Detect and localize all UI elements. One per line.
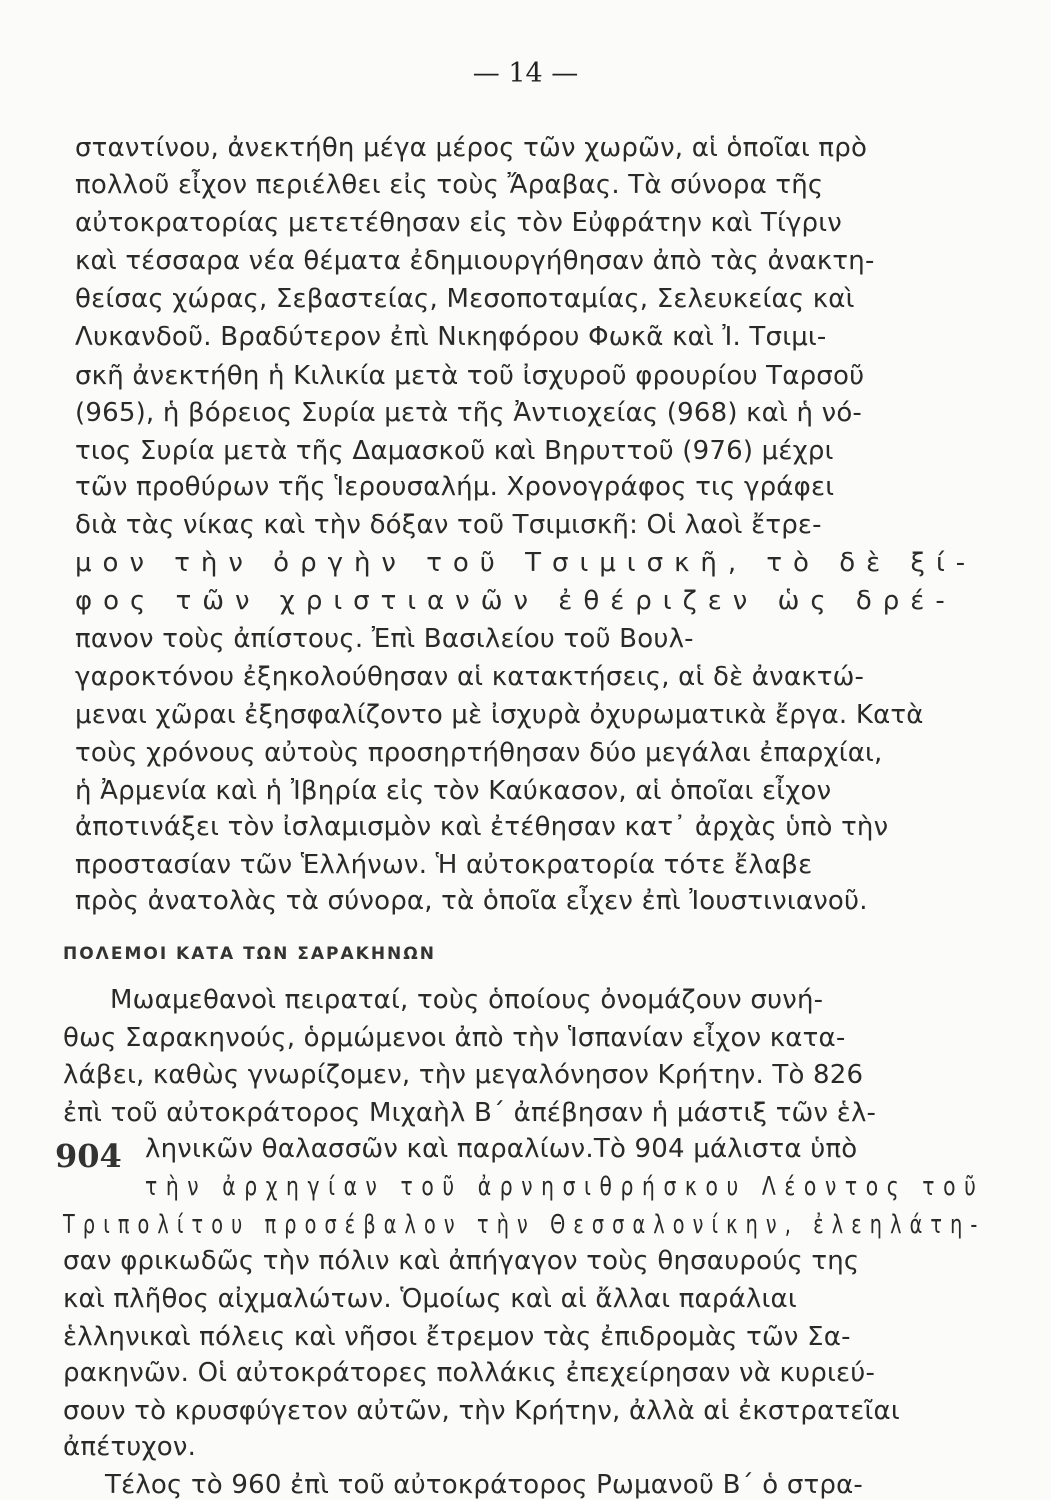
text-line: τῶν προθύρων τῆς Ἱερουσαλήμ. Χρονογράφος τις γράφει: [75, 472, 835, 502]
margin-note: 904: [55, 1137, 122, 1175]
text-line: ρακηνῶν. Οἱ αὐτοκράτορες πολλάκις ἐπεχείρησαν νὰ κυριεύ-: [63, 1358, 876, 1388]
text-line: Τριπολίτου προσέβαλον τὴν Θεσσαλονίκην, ἐλεηλάτη-: [63, 1210, 986, 1240]
text-line: διὰ τὰς νίκας καὶ τὴν δόξαν τοῦ Τσιμισκῆ: Οἱ λαοὶ ἔτρε-: [75, 510, 822, 540]
text-line: τιος Συρία μετὰ τῆς Δαμασκοῦ καὶ Βηρυττοῦ (976) μέχρι: [75, 436, 834, 466]
text-line: Τέλος τὸ 960 ἐπὶ τοῦ αὐτοκράτορος Ρωμανοῦ Β´ ὁ στρα-: [105, 1470, 864, 1500]
text-line: Μωαμεθανοὶ πειραταί, τοὺς ὁποίους ὀνομάζουν συνή-: [110, 985, 824, 1015]
text-line: ἀποτινάξει τὸν ἰσλαμισμὸν καὶ ἐτέθησαν κατ᾽ ἀρχὰς ὑπὸ τὴν: [75, 812, 889, 842]
text-line: λάβει, καθὼς γνωρίζομεν, τὴν μεγαλόνησον Κρήτην. Τὸ 826: [63, 1060, 864, 1090]
text-line: Λυκανδοῦ. Βραδύτερον ἐπὶ Νικηφόρου Φωκᾶ καὶ Ἰ. Τσιμι-: [75, 322, 827, 352]
text-line: αὐτοκρατορίας μετετέθησαν εἰς τὸν Εὐφράτην καὶ Τίγριν: [75, 208, 842, 238]
text-line: πανον τοὺς ἀπίστους. Ἐπὶ Βασιλείου τοῦ Βουλ-: [75, 624, 694, 654]
text-line: τοὺς χρόνους αὐτοὺς προσηρτήθησαν δύο μεγάλαι ἐπαρχίαι,: [75, 738, 883, 768]
text-line: καὶ τέσσαρα νέα θέματα ἐδημιουργήθησαν ἀπὸ τὰς ἀνακτη-: [75, 246, 875, 276]
text-line: ἑλληνικαὶ πόλεις καὶ νῆσοι ἔτρεμον τὰς ἐπιδρομὰς τῶν Σα-: [63, 1322, 851, 1352]
section-heading: ΠΟΛΕΜΟΙ ΚΑΤΑ ΤΩΝ ΣΑΡΑΚΗΝΩΝ: [63, 944, 436, 964]
text-line: ἐπὶ τοῦ αὐτοκράτορος Μιχαὴλ Β´ ἀπέβησαν ἡ μάστιξ τῶν ἑλ-: [63, 1098, 877, 1128]
text-line: ληνικῶν θαλασσῶν καὶ παραλίων.Τὸ 904 μάλιστα ὑπὸ: [145, 1134, 858, 1164]
text-line: ἡ Ἀρμενία καὶ ἡ Ἰβηρία εἰς τὸν Καύκασον, αἱ ὁποῖαι εἶχον: [75, 776, 832, 806]
text-line: γαροκτόνου ἐξηκολούθησαν αἱ κατακτήσεις, αἱ δὲ ἀνακτώ-: [75, 662, 865, 692]
page-number: — 14 —: [472, 58, 579, 89]
text-line: σκῆ ἀνεκτήθη ἡ Κιλικία μετὰ τοῦ ἰσχυροῦ φρουρίου Ταρσοῦ: [75, 361, 865, 391]
text-line: σταντίνου, ἀνεκτήθη μέγα μέρος τῶν χωρῶν, αἱ ὁποῖαι πρὸ: [75, 133, 868, 163]
text-line: ἀπέτυχον.: [63, 1432, 197, 1462]
text-line: προστασίαν τῶν Ἑλλήνων. Ἡ αὐτοκρατορία τότε ἔλαβε: [75, 850, 813, 880]
text-line: πολλοῦ εἶχον περιέλθει εἰς τοὺς Ἄραβας. Τὰ σύνορα τῆς: [75, 170, 824, 200]
text-line: θείσας χώρας, Σεβαστείας, Μεσοποταμίας, Σελευκείας καὶ: [75, 284, 855, 314]
text-line: σουν τὸ κρυσφύγετον αὐτῶν, τὴν Κρήτην, ἀλλὰ αἱ ἐκστρατεῖαι: [63, 1396, 900, 1426]
text-line: μον τὴν ὀργὴν τοῦ Τσιμισκῆ, τὸ δὲ ξί-: [75, 548, 977, 578]
text-line: θως Σαρακηνούς, ὁρμώμενοι ἀπὸ τὴν Ἱσπανίαν εἶχον κατα-: [63, 1023, 846, 1053]
text-line: τὴν ἀρχηγίαν τοῦ ἀρνησιθρήσκου Λέοντος τοῦ: [145, 1172, 985, 1202]
text-line: πρὸς ἀνατολὰς τὰ σύνορα, τὰ ὁποῖα εἶχεν ἐπὶ Ἰουστινιανοῦ.: [75, 886, 868, 916]
text-line: φος τῶν χριστιανῶν ἐθέριζεν ὡς δρέ-: [75, 586, 956, 616]
text-line: (965), ἡ βόρειος Συρία μετὰ τῆς Ἀντιοχείας (968) καὶ ἡ νό-: [75, 398, 863, 428]
text-line: μεναι χῶραι ἐξησφαλίζοντο μὲ ἰσχυρὰ ὀχυρωματικὰ ἔργα. Κατὰ: [75, 700, 924, 730]
text-line: καὶ πλῆθος αἰχμαλώτων. Ὁμοίως καὶ αἱ ἄλλαι παράλιαι: [63, 1284, 797, 1314]
text-line: σαν φρικωδῶς τὴν πόλιν καὶ ἀπήγαγον τοὺς θησαυρούς της: [63, 1246, 860, 1276]
